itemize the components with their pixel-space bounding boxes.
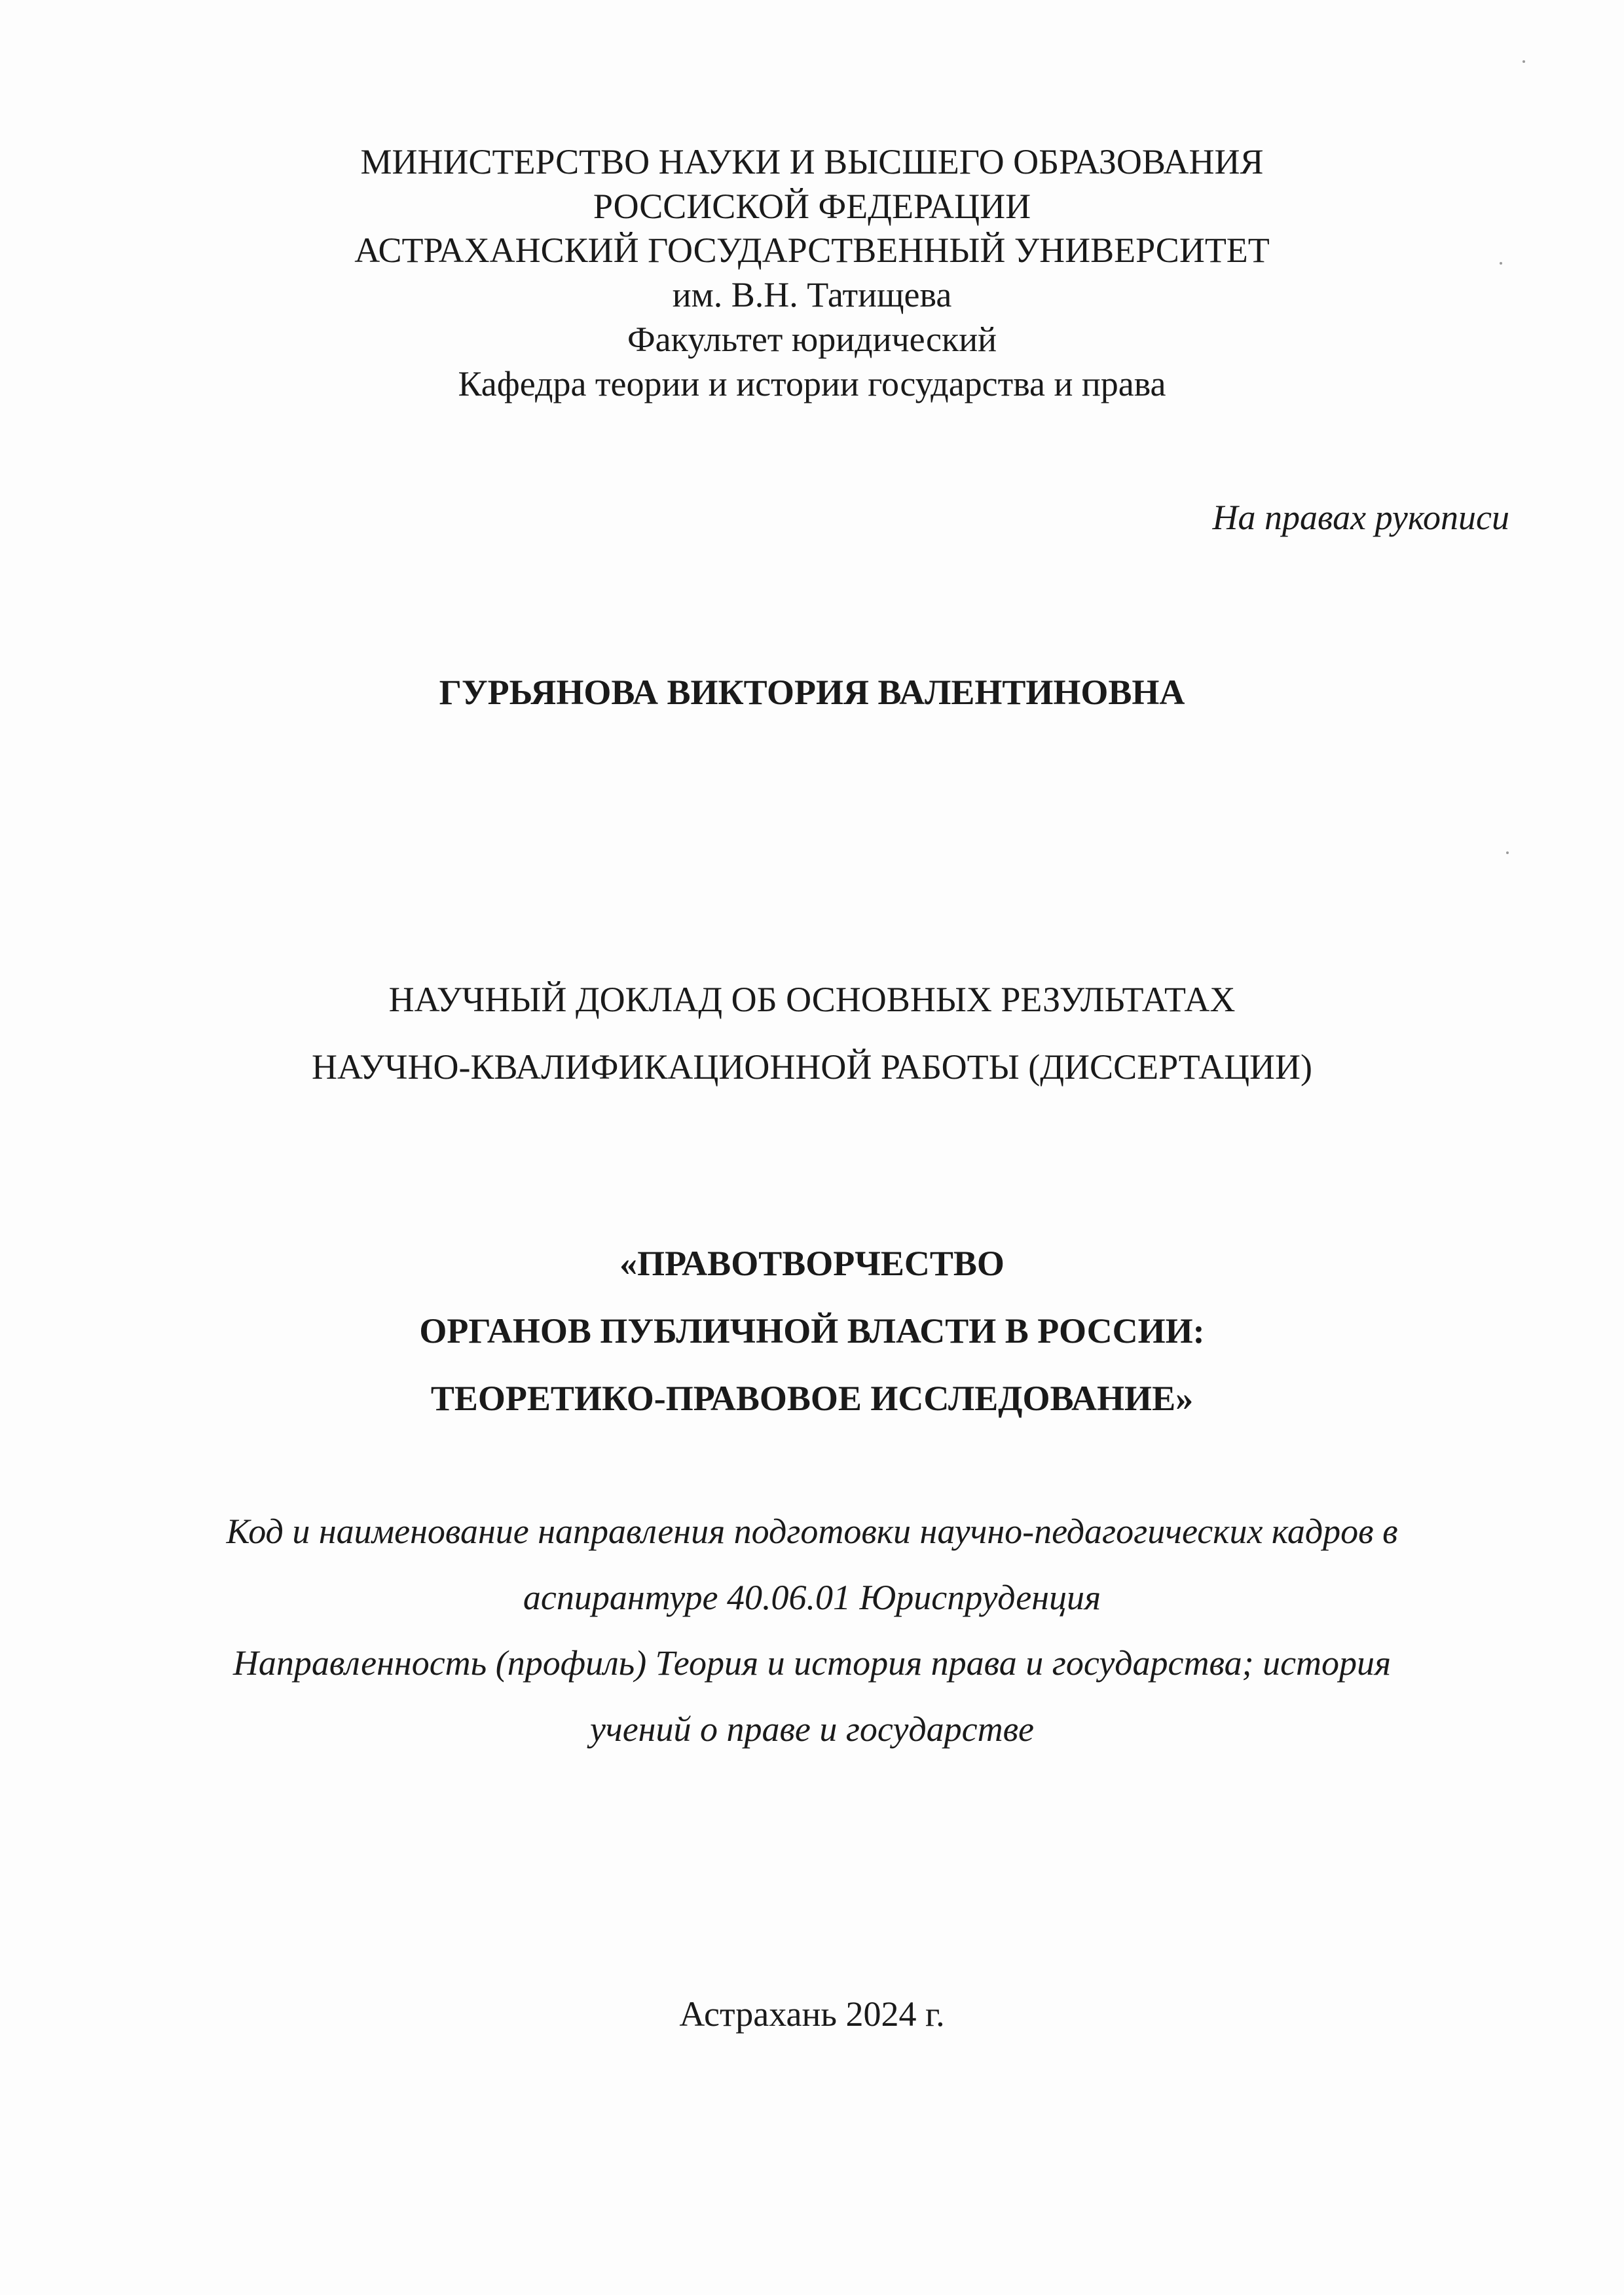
program-line-4: учений о праве и государстве [589,1709,1035,1749]
ministry-line-1: МИНИСТЕРСТВО НАУКИ И ВЫСШЕГО ОБРАЗОВАНИЯ [360,142,1264,181]
title-line-1: «ПРАВОТВОРЧЕСТВО [619,1244,1005,1283]
title-line-2: ОРГАНОВ ПУБЛИЧНОЙ ВЛАСТИ В РОССИИ: [419,1311,1205,1351]
department-name: Кафедра теории и истории государства и права [458,364,1166,403]
title-line-3: ТЕОРЕТИКО-ПРАВОВОЕ ИССЛЕДОВАНИЕ» [430,1379,1194,1418]
manuscript-note: На правах рукописи [1212,498,1509,537]
scan-speck [1522,60,1525,63]
faculty-name: Факультет юридический [627,320,997,359]
university-namesake: им. В.Н. Татищева [672,275,952,314]
ministry-line-2: РОССИСКОЙ ФЕДЕРАЦИИ [593,187,1031,226]
author-name: ГУРЬЯНОВА ВИКТОРИЯ ВАЛЕНТИНОВНА [439,673,1185,712]
report-type-line-1: НАУЧНЫЙ ДОКЛАД ОБ ОСНОВНЫХ РЕЗУЛЬТАТАХ [388,980,1236,1019]
scan-speck [1500,262,1502,265]
program-line-3: Направленность (профиль) Теория и история права и государства; история [232,1643,1392,1683]
program-line-2: аспирантуре 40.06.01 Юриспруденция [523,1578,1101,1617]
university-name: АСТРАХАНСКИЙ ГОСУДАРСТВЕННЫЙ УНИВЕРСИТЕТ [354,231,1270,270]
city-year: Астрахань 2024 г. [679,1994,945,2034]
scan-speck [1506,851,1509,854]
report-type-line-2: НАУЧНО-КВАЛИФИКАЦИОННОЙ РАБОТЫ (ДИССЕРТАЦИИ) [311,1047,1313,1087]
program-line-1: Код и наименование направления подготовки научно-педагогических кадров в [226,1512,1398,1551]
